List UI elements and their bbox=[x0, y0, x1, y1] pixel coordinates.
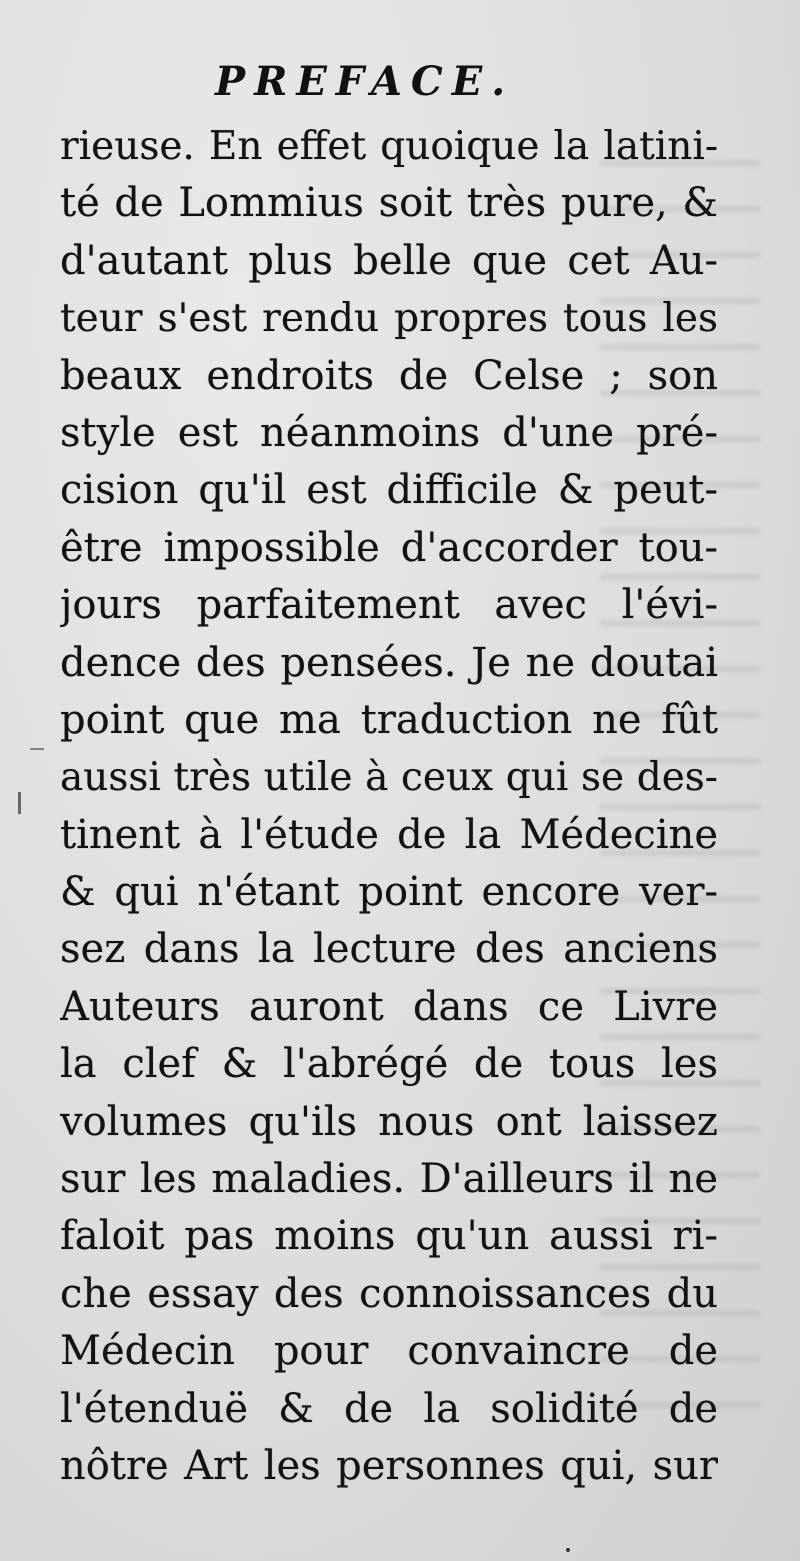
text-line: cision qu'il est difficile & peut- bbox=[60, 467, 718, 514]
text-line: té de Lommius soit très pure, & bbox=[60, 180, 718, 227]
text-line: aussi très utile à ceux qui se des- bbox=[60, 755, 718, 801]
text-line: beaux endroits de Celse ; son bbox=[60, 352, 718, 399]
text-line: sur les maladies. D'ailleurs il ne bbox=[60, 1156, 718, 1203]
text-line: d'autant plus belle que cet Au- bbox=[60, 237, 718, 284]
bottom-dot-mark bbox=[566, 1548, 570, 1552]
text-line: volumes qu'ils nous ont laissez bbox=[60, 1098, 718, 1145]
text-line: che essay des connoissances du bbox=[60, 1270, 718, 1317]
body-text bbox=[60, 118, 718, 1495]
text-line: Auteurs auront dans ce Livre bbox=[60, 983, 718, 1030]
text-line: & qui n'étant point encore ver- bbox=[60, 869, 718, 916]
text-line: la clef & l'abrégé de tous les bbox=[60, 1041, 718, 1088]
margin-tick-mark bbox=[18, 792, 21, 814]
text-line: tinent à l'étude de la Médecine bbox=[60, 811, 718, 858]
text-line: point que ma traduction ne fût bbox=[60, 696, 718, 743]
text-line: dence des pensées. Je ne doutai bbox=[60, 639, 718, 686]
margin-dash-mark bbox=[30, 748, 44, 750]
text-line: jours parfaitement avec l'évi- bbox=[60, 582, 718, 629]
running-head: PREFACE. bbox=[215, 58, 515, 105]
text-line: sez dans la lecture des anciens bbox=[60, 926, 718, 973]
text-line: l'étenduë & de la solidité de bbox=[60, 1385, 718, 1432]
text-line: teur s'est rendu propres tous les bbox=[60, 296, 718, 342]
text-line: nôtre Art les personnes qui, sur bbox=[60, 1442, 718, 1489]
text-line: faloit pas moins qu'un aussi ri- bbox=[60, 1213, 718, 1260]
text-line: être impossible d'accorder tou- bbox=[60, 524, 718, 571]
text-line: rieuse. En effet quoique la latini- bbox=[60, 124, 718, 169]
text-line: Médecin pour convaincre de bbox=[60, 1328, 718, 1375]
text-line: style est néanmoins d'une pré- bbox=[60, 409, 718, 456]
